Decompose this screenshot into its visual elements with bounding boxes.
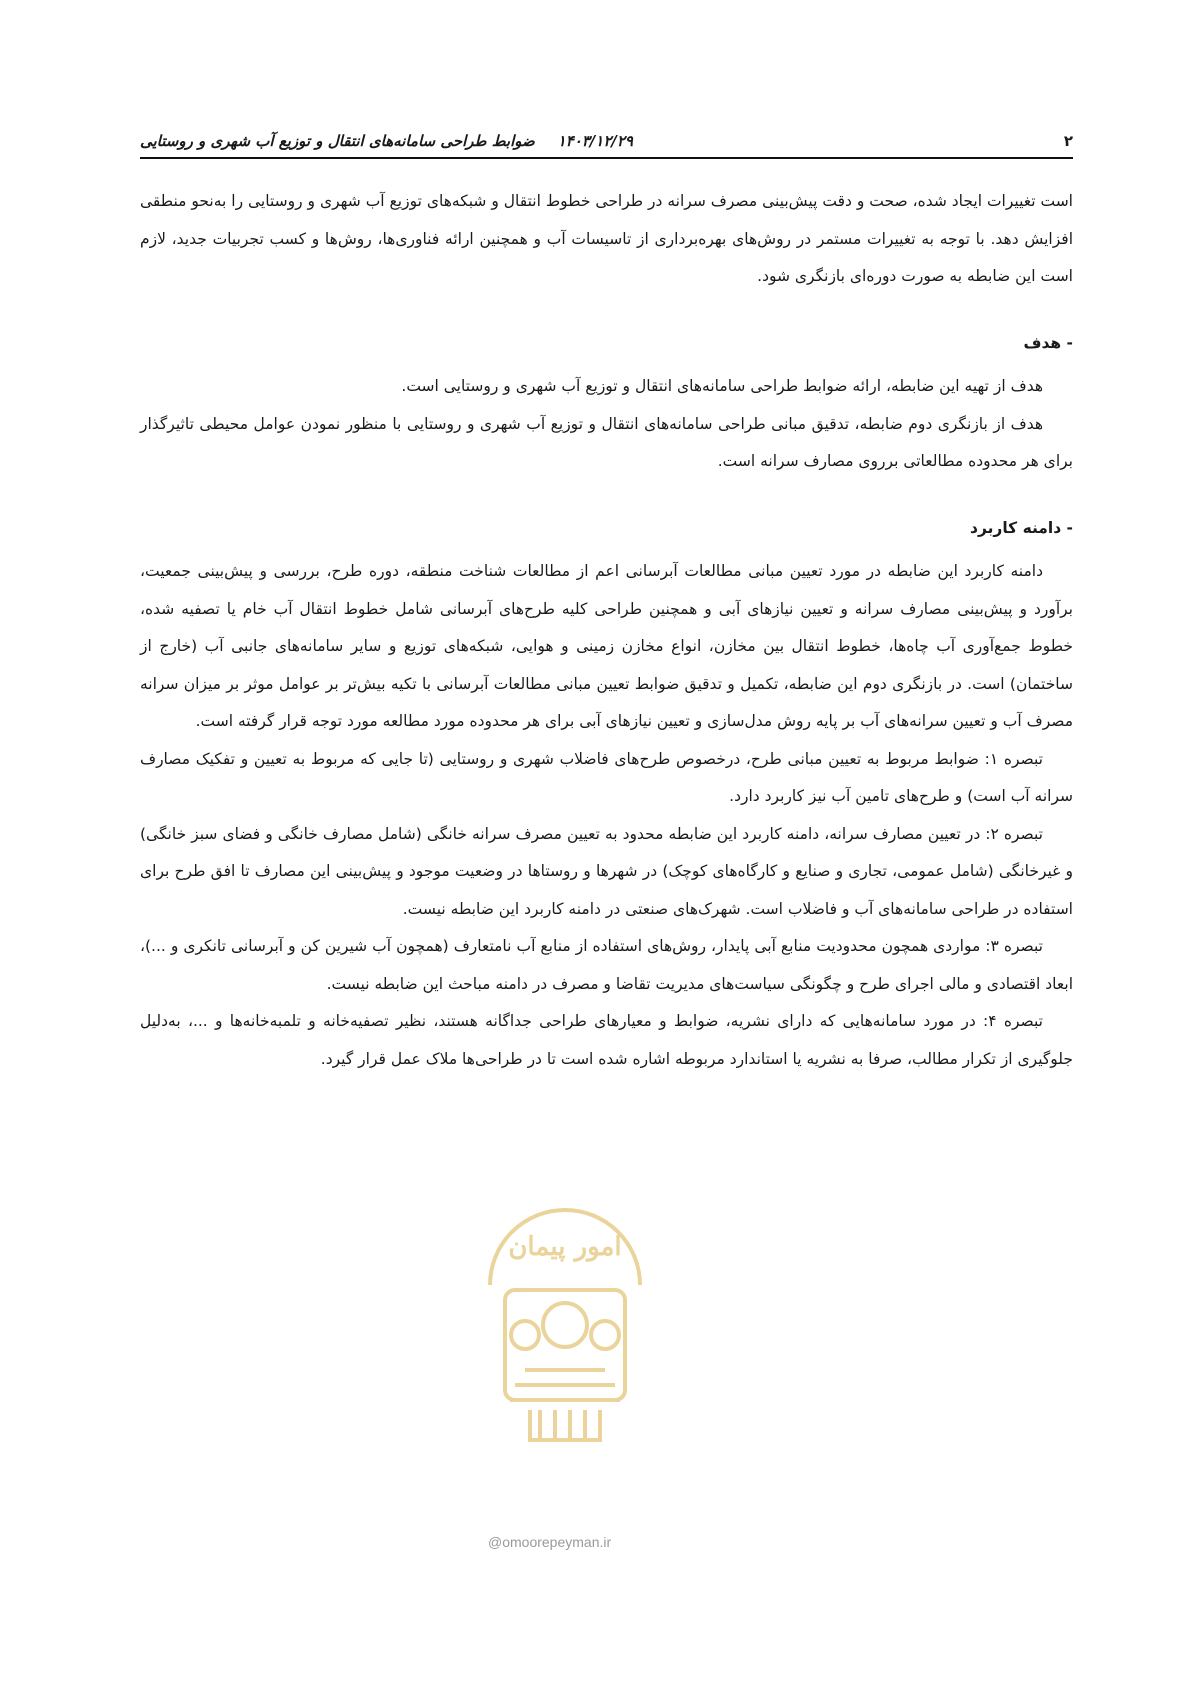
note-paragraph: تبصره ۲: در تعیین مصارف سرانه، دامنه کاربرد این ضابطه محدود به تعیین مصرف سرانه خانگی (شامل مصارف خانگی و فضای سبز خانگی) و غیرخانگی (شامل عمومی، تجاری و صنایع و کارگاه‌های کوچک) در شهرها و روستاها در وضعیت موجود و پیش‌بینی این مصارف تا افق طرح برای استفاده در طراحی سامانه‌های آب و فاضلاب است. شهرک‌های صنعتی در دامنه کاربرد این ضابطه نیست. <box>140 824 1073 918</box>
objective-paragraph: هدف از بازنگری دوم ضابطه، تدقیق مبانی طراحی سامانه‌های انتقال و توزیع آب شهری و روستایی با منظور نمودن عوامل محیطی تاثیرگذار برای هر محدوده مطالعاتی برروی مصارف سرانه است. <box>140 414 1073 470</box>
objective-paragraph: هدف از تهیه این ضابطه، ارائه ضوابط طراحی سامانه‌های انتقال و توزیع آب شهری و روستایی است. <box>401 377 1043 395</box>
objective-heading: - هدف <box>1023 333 1073 352</box>
watermark-emblem-text: امور پیمان <box>508 1232 622 1262</box>
note-paragraph: تبصره ۳: مواردی همچون محدودیت منابع آبی پایدار، روش‌های استفاده از منابع آب نامتعارف (همچون آب شیرین کن و آبرسانی تانکری و ...)، ابعاد اقتصادی و مالی اجرای طرح و چگونگی سیاست‌های مدیریت تقاضا و مصرف در دامنه مباحث این ضابطه نیست. <box>140 937 1073 993</box>
watermark-text: @omoorepeyman.ir <box>488 1534 612 1550</box>
header-divider <box>140 157 1073 159</box>
intro-paragraph: است تغییرات ایجاد شده، صحت و دقت پیش‌بینی مصرف سرانه در طراحی خطوط انتقال و شبکه‌های توزیع آب شهری و روستایی را به‌نحو منطقی افزایش دهد. با توجه به تغییرات مستمر در روش‌های بهره‌برداری از تاسیسات آب و همچنین ارائه فناوری‌ها، روش‌ها و کسب تجربیات جدید، لازم است این ضابطه به صورت دوره‌ای بازنگری شود. <box>140 192 1073 285</box>
page-header <box>140 118 1073 154</box>
scope-heading: - دامنه کاربرد <box>970 518 1073 537</box>
page-number: ۲ <box>1063 132 1073 150</box>
document-body <box>140 183 1073 1078</box>
watermark-emblem <box>470 1195 660 1465</box>
running-title: ضوابط طراحی سامانه‌های انتقال و توزیع آب شهری و روستایی <box>140 132 535 150</box>
scope-paragraph: دامنه کاربرد این ضابطه در مورد تعیین مبانی مطالعات آبرسانی اعم از مطالعات شناخت منطقه، دوره طرح، بررسی و پیش‌بینی جمعیت، برآورد و پیش‌بینی مصارف سرانه و تعیین نیازهای آبی و همچنین طراحی کلیه طرح‌های آبرسانی شامل خطوط انتقال آب خام یا تصفیه شده، خطوط جمع‌آوری آب چاه‌ها، خطوط انتقال بین مخازن، انواع مخازن زمینی و هوایی، شبکه‌های توزیع و سایر سامانه‌های جانبی آب (خارج از ساختمان) است. در بازنگری دوم این ضابطه، تکمیل و تدقیق ضوابط تعیین مبانی مطالعات آبرسانی با تکیه بیش‌تر بر عوامل موثر بر میزان سرانه مصرف آب و تعیین سرانه‌های آب بر پایه روش مدل‌سازی و تعیین نیازهای آبی برای هر محدوده مورد مطالعه مورد توجه قرار گرفته است. <box>140 562 1073 730</box>
note-paragraph: تبصره ۴: در مورد سامانه‌هایی که دارای نشریه، ضوابط و معیارهای طراحی جداگانه هستند، نظیر تصفیه‌خانه و تلمبه‌خانه‌ها و ...، به‌دلیل جلوگیری از تکرار مطالب، صرفا به نشریه یا استاندارد مربوطه اشاره شده است تا در طراحی‌ها ملاک عمل قرار گیرد. <box>140 1012 1073 1068</box>
note-paragraph: تبصره ۱: ضوابط مربوط به تعیین مبانی طرح، درخصوص طرح‌های فاضلاب شهری و روستایی (تا جایی که مربوط به تعیین و تفکیک مصارف سرانه آب است) و طرح‌های تامین آب نیز کاربرد دارد. <box>140 749 1073 805</box>
publication-date: ۱۴۰۳/۱۲/۲۹ <box>557 132 633 150</box>
